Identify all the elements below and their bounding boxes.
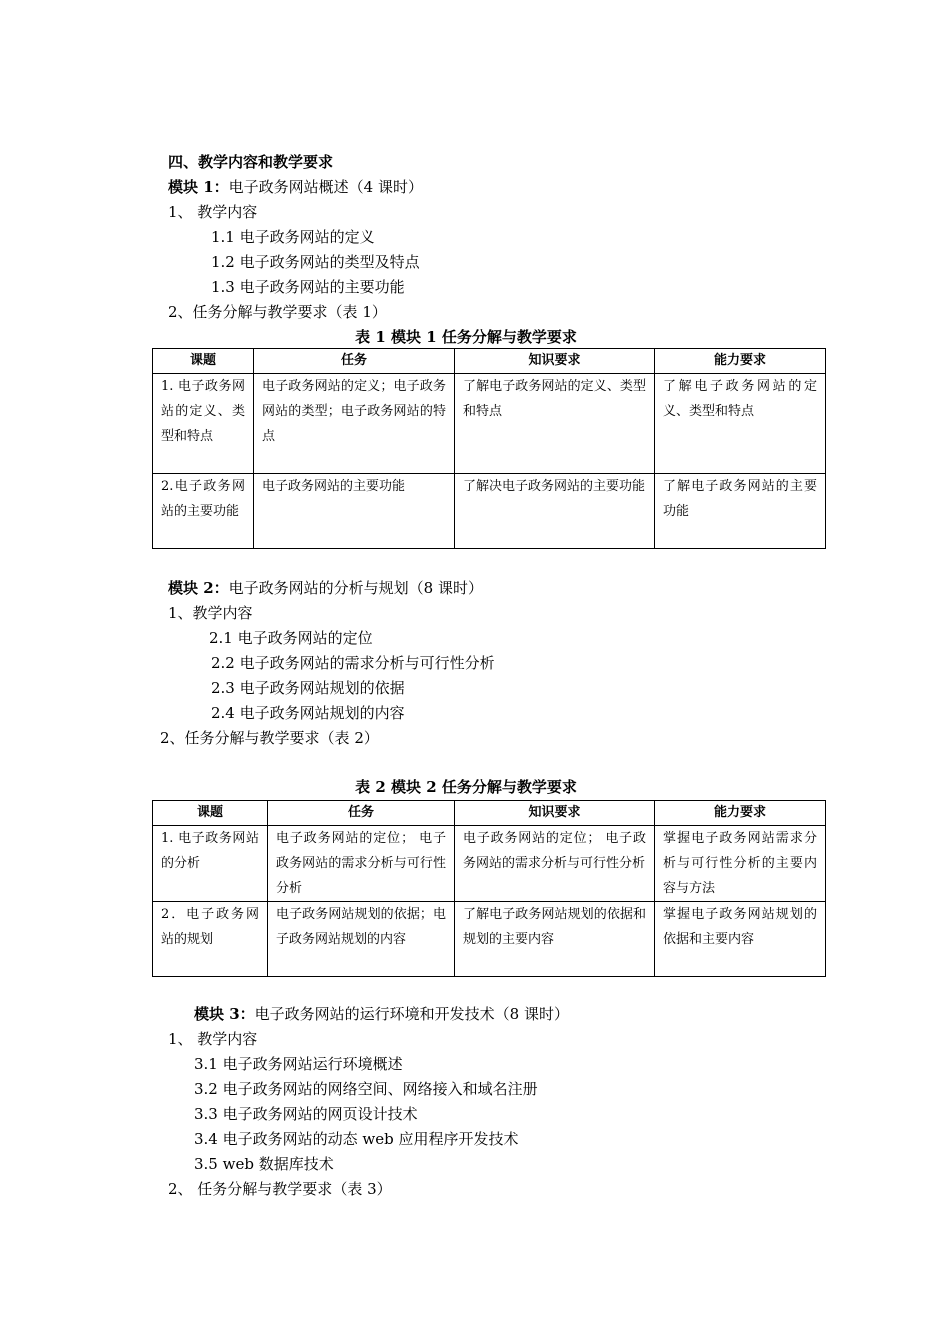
table-cell-knowledge: 电子政务网站的定位； 电子政务网站的需求分析与可行性分析 (455, 826, 655, 902)
module-1-label: 模块 1： (168, 178, 229, 196)
table-2-caption: 表 2 模块 2 任务分解与教学要求 (355, 778, 577, 796)
module-3-item-3: 3.3 电子政务网站的网页设计技术 (194, 1105, 418, 1123)
table-cell-topic: 1. 电子政务网站的定义、类型和特点 (153, 374, 254, 474)
module-2-item-1: 2.1 电子政务网站的定位 (209, 629, 373, 647)
table-cell-knowledge: 了解电子政务网站规划的依据和规划的主要内容 (455, 902, 655, 977)
module-3-title: 电子政务网站的运行环境和开发技术（8 课时） (254, 1005, 569, 1023)
module-2-task-heading: 2、任务分解与教学要求（表 2） (160, 729, 379, 747)
module-1-title: 电子政务网站概述（4 课时） (228, 178, 423, 196)
table-cell-task: 电子政务网站的定位； 电子政务网站的需求分析与可行性分析 (268, 826, 455, 902)
module-2-item-3: 2.3 电子政务网站规划的依据 (211, 679, 405, 697)
column-header-ability: 能力要求 (655, 801, 826, 826)
module-3-label: 模块 3： (194, 1005, 255, 1023)
table-cell-topic: 2.电子政务网站的主要功能 (153, 474, 254, 549)
module-1-item-2: 1.2 电子政务网站的类型及特点 (211, 253, 420, 271)
module-2-item-2: 2.2 电子政务网站的需求分析与可行性分析 (211, 654, 495, 672)
module-3-content-heading: 1、 教学内容 (168, 1030, 258, 1048)
table-2 (152, 800, 826, 977)
table-cell-topic: 2．电子政务网站的规划 (153, 902, 268, 977)
module-1-heading (168, 177, 423, 197)
table-cell-ability: 掌握电子政务网站规划的依据和主要内容 (655, 902, 826, 977)
module-3-item-4: 3.4 电子政务网站的动态 web 应用程序开发技术 (194, 1130, 519, 1148)
table-row (153, 474, 826, 549)
table-row (153, 902, 826, 977)
table-row (153, 826, 826, 902)
column-header-topic: 课题 (153, 349, 254, 374)
module-2-content-heading: 1、教学内容 (168, 604, 253, 622)
module-2-heading (168, 578, 483, 598)
module-1-task-heading: 2、任务分解与教学要求（表 1） (168, 303, 387, 321)
module-1-item-1: 1.1 电子政务网站的定义 (211, 228, 375, 246)
table-cell-knowledge: 了解电子政务网站的定义、类型和特点 (455, 374, 655, 474)
module-3-task-heading: 2、 任务分解与教学要求（表 3） (168, 1180, 392, 1198)
column-header-topic: 课题 (153, 801, 268, 826)
table-1 (152, 348, 826, 549)
module-3-heading (194, 1004, 569, 1024)
column-header-knowledge: 知识要求 (455, 801, 655, 826)
module-3-item-1: 3.1 电子政务网站运行环境概述 (194, 1055, 403, 1073)
column-header-task: 任务 (268, 801, 455, 826)
column-header-knowledge: 知识要求 (455, 349, 655, 374)
section-title: 四、教学内容和教学要求 (168, 153, 334, 171)
module-1-content-heading: 1、 教学内容 (168, 203, 258, 221)
module-3-item-5: 3.5 web 数据库技术 (194, 1155, 334, 1173)
column-header-task: 任务 (254, 349, 455, 374)
table-cell-ability: 了解电子政务网站的主要功能 (655, 474, 826, 549)
table-header-row (153, 349, 826, 374)
table-header-row (153, 801, 826, 826)
module-1-item-3: 1.3 电子政务网站的主要功能 (211, 278, 405, 296)
module-2-title: 电子政务网站的分析与规划（8 课时） (228, 579, 483, 597)
table-cell-task: 电子政务网站规划的依据；电子政务网站规划的内容 (268, 902, 455, 977)
table-cell-ability: 了解电子政务网站的定义、类型和特点 (655, 374, 826, 474)
module-2-label: 模块 2： (168, 579, 229, 597)
table-1-caption: 表 1 模块 1 任务分解与教学要求 (355, 328, 577, 346)
column-header-ability: 能力要求 (655, 349, 826, 374)
table-cell-topic: 1. 电子政务网站的分析 (153, 826, 268, 902)
module-2-item-4: 2.4 电子政务网站规划的内容 (211, 704, 405, 722)
table-row (153, 374, 826, 474)
table-cell-task: 电子政务网站的主要功能 (254, 474, 455, 549)
table-cell-task: 电子政务网站的定义；电子政务网站的类型；电子政务网站的特点 (254, 374, 455, 474)
table-cell-ability: 掌握电子政务网站需求分析与可行性分析的主要内容与方法 (655, 826, 826, 902)
table-cell-knowledge: 了解决电子政务网站的主要功能 (455, 474, 655, 549)
module-3-item-2: 3.2 电子政务网站的网络空间、网络接入和域名注册 (194, 1080, 538, 1098)
